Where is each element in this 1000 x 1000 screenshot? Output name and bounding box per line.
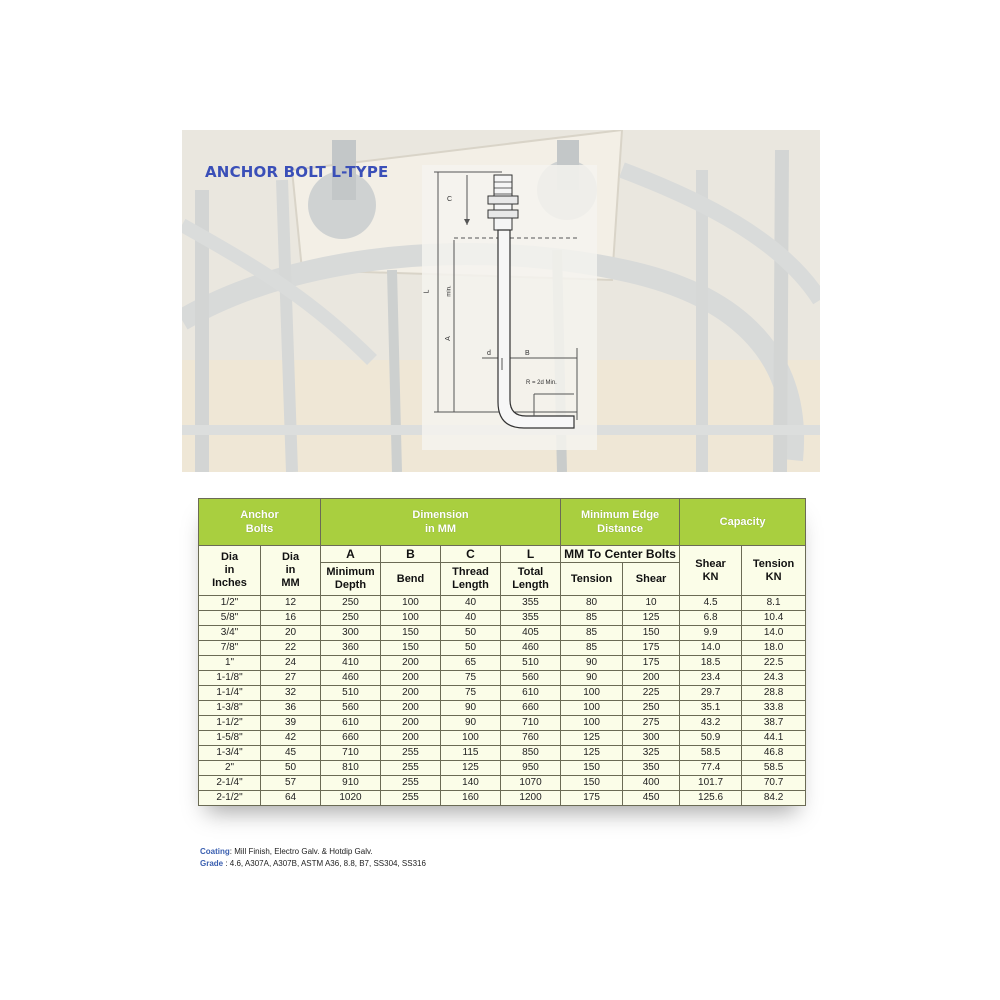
dim-label-a: A (444, 336, 452, 341)
col-letter-b: B (381, 546, 441, 563)
table-cell: 200 (381, 716, 441, 731)
table-cell: 250 (623, 701, 680, 716)
col-dia-mm: Dia in MM (261, 546, 321, 596)
table-cell: 140 (441, 776, 501, 791)
table-cell: 1-3/8" (199, 701, 261, 716)
table-cell: 57 (261, 776, 321, 791)
table-cell: 255 (381, 761, 441, 776)
grade-note: Grade : 4.6, A307A, A307B, ASTM A36, 8.8, B7, SS304, SS316 (200, 859, 426, 868)
table-cell: 910 (321, 776, 381, 791)
table-cell: 175 (561, 791, 623, 806)
table-cell: 150 (561, 761, 623, 776)
table-cell: 150 (623, 626, 680, 641)
table-cell: 22 (261, 641, 321, 656)
table-cell: 50 (261, 761, 321, 776)
table-cell: 115 (441, 746, 501, 761)
table-row (199, 626, 806, 641)
table-cell: 255 (381, 776, 441, 791)
table-row (199, 656, 806, 671)
table-cell: 1-1/2" (199, 716, 261, 731)
table-cell: 100 (561, 701, 623, 716)
dim-label-radius: R = 2d Min. (526, 380, 557, 386)
table-cell: 16 (261, 611, 321, 626)
table-cell: 58.5 (742, 761, 806, 776)
table-cell: 84.2 (742, 791, 806, 806)
table-cell: 125 (561, 731, 623, 746)
table-cell: 1-1/4" (199, 686, 261, 701)
table-cell: 1/2" (199, 596, 261, 611)
table-cell: 40 (441, 596, 501, 611)
table-cell: 50 (441, 641, 501, 656)
table-row (199, 746, 806, 761)
table-cell: 200 (381, 671, 441, 686)
table-cell: 65 (441, 656, 501, 671)
table-cell: 1-1/8" (199, 671, 261, 686)
table-row (199, 791, 806, 806)
table-cell: 510 (501, 656, 561, 671)
table-cell: 325 (623, 746, 680, 761)
table-cell: 250 (321, 596, 381, 611)
table-cell: 64 (261, 791, 321, 806)
table-cell: 175 (623, 656, 680, 671)
table-cell: 10.4 (742, 611, 806, 626)
dim-label-l: L (423, 289, 431, 294)
table-cell: 38.7 (742, 716, 806, 731)
table-row (199, 596, 806, 611)
table-cell: 2" (199, 761, 261, 776)
table-cell: 8.1 (742, 596, 806, 611)
table-cell: 23.4 (680, 671, 742, 686)
table-cell: 40 (441, 611, 501, 626)
table-cell: 175 (623, 641, 680, 656)
table-row (199, 761, 806, 776)
table-cell: 360 (321, 641, 381, 656)
table-row (199, 716, 806, 731)
table-cell: 355 (501, 596, 561, 611)
dim-label-min: min. (446, 285, 453, 297)
table-cell: 150 (381, 641, 441, 656)
table-cell: 100 (561, 686, 623, 701)
table-cell: 45 (261, 746, 321, 761)
table-cell: 255 (381, 791, 441, 806)
table-cell: 1-5/8" (199, 731, 261, 746)
table-cell: 28.8 (742, 686, 806, 701)
table-cell: 1070 (501, 776, 561, 791)
table-cell: 20 (261, 626, 321, 641)
table-cell: 22.5 (742, 656, 806, 671)
group-header-min-edge: Minimum Edge Distance (561, 499, 680, 546)
table-cell: 125.6 (680, 791, 742, 806)
table-cell: 42 (261, 731, 321, 746)
product-image (182, 130, 820, 472)
table-cell: 250 (321, 611, 381, 626)
table-cell: 12 (261, 596, 321, 611)
dim-label-d: d (487, 350, 491, 357)
table-cell: 2-1/2" (199, 791, 261, 806)
table-cell: 3/4" (199, 626, 261, 641)
table-cell: 400 (623, 776, 680, 791)
col-total-length: Total Length (501, 563, 561, 596)
table-cell: 300 (321, 626, 381, 641)
table-cell: 9.9 (680, 626, 742, 641)
table-cell: 225 (623, 686, 680, 701)
table-cell: 410 (321, 656, 381, 671)
table-cell: 50.9 (680, 731, 742, 746)
table-cell: 10 (623, 596, 680, 611)
group-header-dimension: Dimension in MM (321, 499, 561, 546)
table-cell: 24 (261, 656, 321, 671)
table-cell: 125 (441, 761, 501, 776)
table-cell: 710 (321, 746, 381, 761)
dim-label-c: C (447, 196, 453, 203)
table-cell: 610 (501, 686, 561, 701)
table-cell: 355 (501, 611, 561, 626)
table-cell: 18.0 (742, 641, 806, 656)
table-cell: 160 (441, 791, 501, 806)
table-cell: 35.1 (680, 701, 742, 716)
table-cell: 75 (441, 671, 501, 686)
table-cell: 14.0 (680, 641, 742, 656)
table-cell: 200 (623, 671, 680, 686)
table-cell: 77.4 (680, 761, 742, 776)
table-cell: 85 (561, 626, 623, 641)
col-bend: Bend (381, 563, 441, 596)
table-cell: 36 (261, 701, 321, 716)
table-row (199, 686, 806, 701)
table-cell: 2-1/4" (199, 776, 261, 791)
table-row (199, 611, 806, 626)
table-cell: 39 (261, 716, 321, 731)
table-cell: 46.8 (742, 746, 806, 761)
table-cell: 100 (381, 596, 441, 611)
col-dia-inches: Dia in Inches (199, 546, 261, 596)
table-cell: 85 (561, 641, 623, 656)
table-cell: 405 (501, 626, 561, 641)
table-cell: 90 (441, 716, 501, 731)
notes (200, 846, 426, 870)
table-cell: 460 (501, 641, 561, 656)
diagram-title: ANCHOR BOLT L-TYPE (205, 163, 389, 181)
table-cell: 90 (561, 671, 623, 686)
table-row (199, 671, 806, 686)
table-cell: 1" (199, 656, 261, 671)
table-cell: 1-3/4" (199, 746, 261, 761)
table-cell: 58.5 (680, 746, 742, 761)
col-edge-shear: Shear (623, 563, 680, 596)
table-cell: 560 (501, 671, 561, 686)
col-minimum-depth: Minimum Depth (321, 563, 381, 596)
col-letter-c: C (441, 546, 501, 563)
table-cell: 43.2 (680, 716, 742, 731)
table-cell: 6.8 (680, 611, 742, 626)
table-row (199, 701, 806, 716)
table-cell: 24.3 (742, 671, 806, 686)
table-cell: 100 (441, 731, 501, 746)
table-cell: 100 (381, 611, 441, 626)
col-mm-to-center: MM To Center Bolts (561, 546, 680, 563)
group-header-capacity: Capacity (680, 499, 806, 546)
table-cell: 255 (381, 746, 441, 761)
table-cell: 100 (561, 716, 623, 731)
table-cell: 275 (623, 716, 680, 731)
table-cell: 950 (501, 761, 561, 776)
table-cell: 560 (321, 701, 381, 716)
table-cell: 125 (623, 611, 680, 626)
table-cell: 29.7 (680, 686, 742, 701)
col-letter-a: A (321, 546, 381, 563)
table-cell: 80 (561, 596, 623, 611)
table-cell: 200 (381, 686, 441, 701)
col-edge-tension: Tension (561, 563, 623, 596)
table-row (199, 776, 806, 791)
table-cell: 4.5 (680, 596, 742, 611)
col-thread-length: Thread Length (441, 563, 501, 596)
coating-note: Coating: Mill Finish, Electro Galv. & Hotdip Galv. (200, 847, 373, 856)
table-cell: 18.5 (680, 656, 742, 671)
table-cell: 50 (441, 626, 501, 641)
table-cell: 810 (321, 761, 381, 776)
table-cell: 125 (561, 746, 623, 761)
dim-label-b: B (525, 350, 530, 357)
table-cell: 760 (501, 731, 561, 746)
table-cell: 90 (441, 701, 501, 716)
table-cell: 44.1 (742, 731, 806, 746)
table-cell: 101.7 (680, 776, 742, 791)
table-cell: 510 (321, 686, 381, 701)
col-tension-kn: Tension KN (742, 546, 806, 596)
table-cell: 350 (623, 761, 680, 776)
table-body (199, 596, 806, 806)
table-cell: 5/8" (199, 611, 261, 626)
table-cell: 150 (381, 626, 441, 641)
table-cell: 27 (261, 671, 321, 686)
table-cell: 300 (623, 731, 680, 746)
table-cell: 85 (561, 611, 623, 626)
table-row (199, 731, 806, 746)
table-cell: 200 (381, 656, 441, 671)
table-cell: 1200 (501, 791, 561, 806)
table-cell: 460 (321, 671, 381, 686)
group-header-anchor-bolts: Anchor Bolts (199, 499, 321, 546)
table-row (199, 641, 806, 656)
table-cell: 660 (501, 701, 561, 716)
table-cell: 150 (561, 776, 623, 791)
table-cell: 14.0 (742, 626, 806, 641)
rebar-cage-background (182, 130, 820, 472)
table-cell: 7/8" (199, 641, 261, 656)
table-cell: 33.8 (742, 701, 806, 716)
table-cell: 70.7 (742, 776, 806, 791)
table-cell: 32 (261, 686, 321, 701)
table-cell: 200 (381, 701, 441, 716)
col-letter-l: L (501, 546, 561, 563)
table-cell: 450 (623, 791, 680, 806)
table-cell: 710 (501, 716, 561, 731)
table-cell: 75 (441, 686, 501, 701)
anchor-bolt-table (198, 498, 806, 806)
table-cell: 90 (561, 656, 623, 671)
table-cell: 200 (381, 731, 441, 746)
col-shear-kn: Shear KN (680, 546, 742, 596)
table-cell: 1020 (321, 791, 381, 806)
anchor-bolt-table-card (198, 498, 805, 806)
table-cell: 660 (321, 731, 381, 746)
table-cell: 850 (501, 746, 561, 761)
table-cell: 610 (321, 716, 381, 731)
